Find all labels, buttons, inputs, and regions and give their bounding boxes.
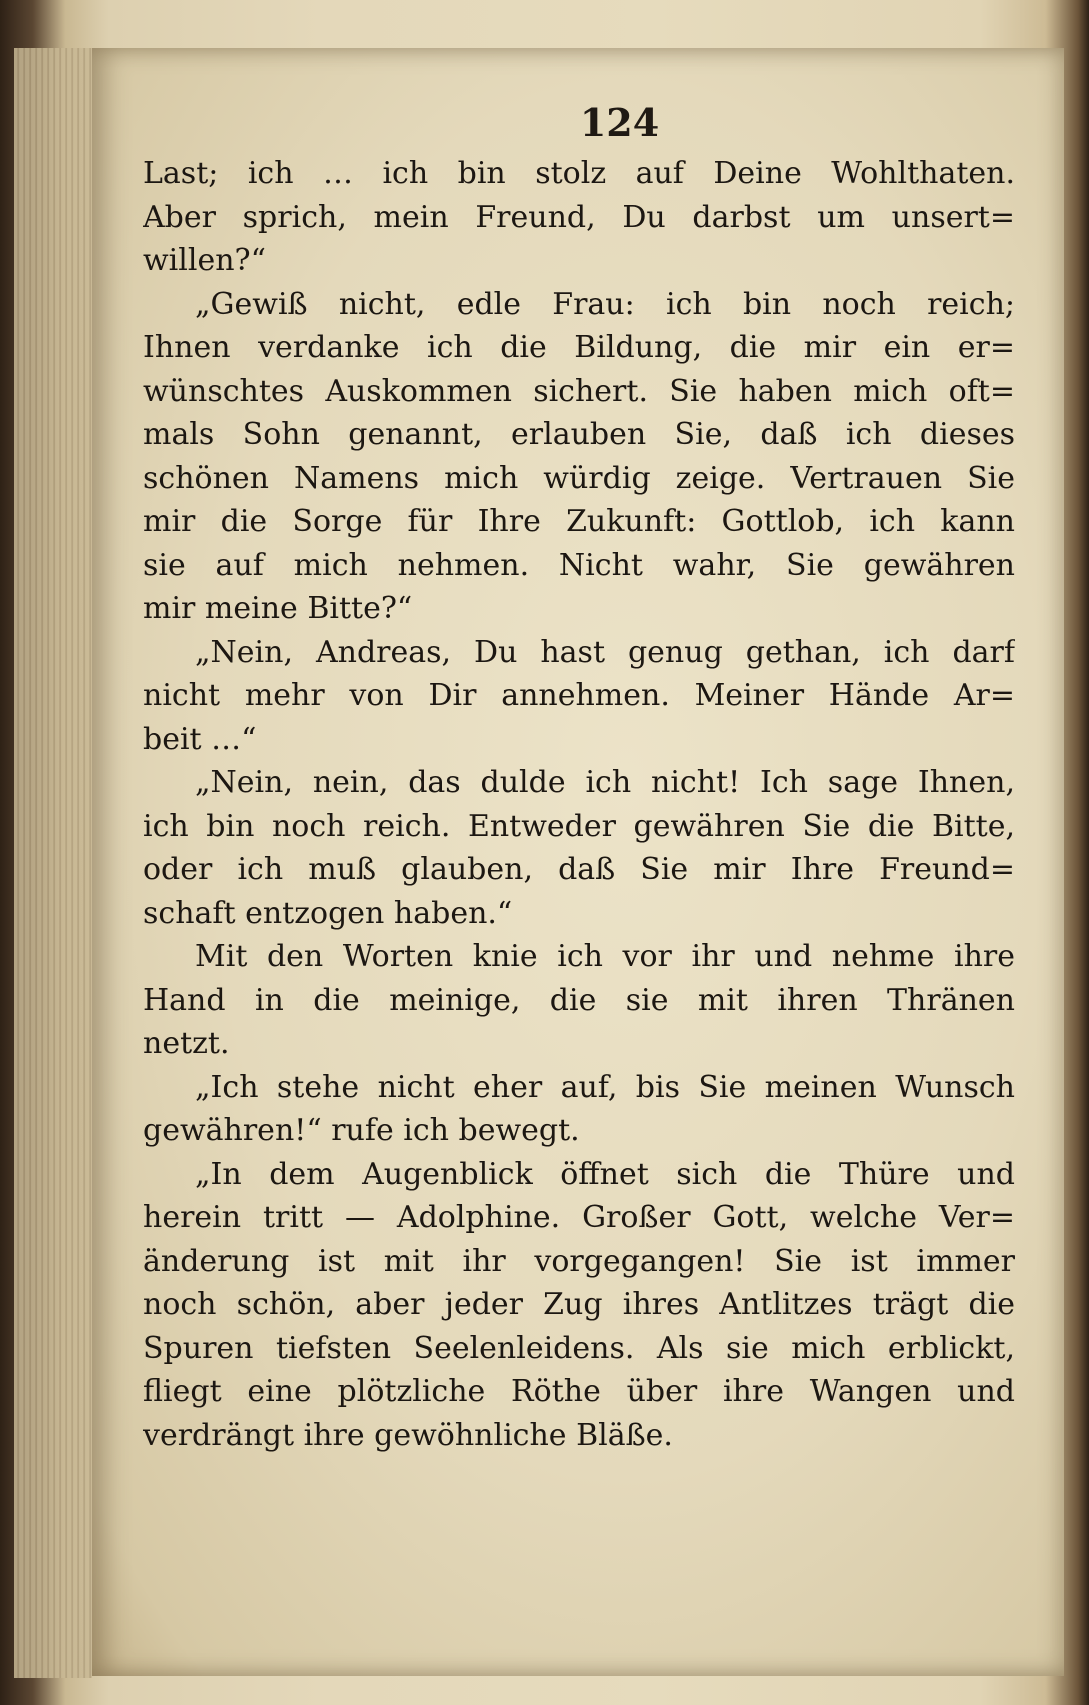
text-line: gewähren!“ rufe ich bewegt. [143,1113,580,1148]
text-line: willen?“ [143,243,266,278]
text-line: netzt. [143,1026,230,1061]
text-line: wünschtes Auskommen sichert. Sie haben mich oft= [143,373,1015,409]
text-line: schaft entzogen haben.“ [143,895,513,931]
text-line: „Nein, Andreas, Du hast genug gethan, ich darf [195,634,1015,670]
text-line: schönen Namens mich würdig zeige. Vertrauen Sie [143,460,1015,496]
text-line: mir meine Bitte?“ [143,591,413,626]
text-line: Spuren tiefsten Seelenleidens. Als sie mich erblickt, [143,1330,1015,1366]
text-line: „In dem Augenblick öffnet sich die Thüre und [195,1156,1015,1192]
text-line: fliegt eine plötzliche Röthe über ihre Wangen und [143,1374,1015,1409]
text-line: oder ich muß glauben, daß Sie mir Ihre Freund= [143,852,1015,887]
text-line: Aber sprich, mein Freund, Du darbst um unsert= [143,199,1015,235]
text-line: „Nein, nein, das dulde ich nicht! Ich sage Ihnen, [195,765,1015,800]
text-line: noch schön, aber jeder Zug ihres Antlitzes trägt die [143,1287,1015,1322]
text-line: sie auf mich nehmen. Nicht wahr, Sie gewähren [143,547,1015,583]
text-line: änderung ist mit ihr vorgegangen! Sie ist immer [143,1243,1015,1279]
text-line: beit …“ [143,721,257,757]
text-line: herein tritt — Adolphine. Großer Gott, welche Ver= [143,1200,1015,1235]
text-line: ich bin noch reich. Entweder gewähren Sie die Bitte, [143,808,1015,844]
text-line: mir die Sorge für Ihre Zukunft: Gottlob, ich kann [143,504,1015,539]
text-line: verdrängt ihre gewöhnliche Bläße. [143,1417,673,1453]
text-line: Hand in die meinige, die sie mit ihren Thränen [143,982,1015,1018]
text-line: Mit den Worten knie ich vor ihr und nehme ihre [195,939,1015,974]
body-text [143,152,1015,1457]
page-edges [14,48,92,1678]
text-line: Last; ich … ich bin stolz auf Deine Wohlthaten. [143,156,1015,191]
text-line: „Gewiß nicht, edle Frau: ich bin noch reich; [195,286,1015,322]
text-line: „Ich stehe nicht eher auf, bis Sie meinen Wunsch [195,1069,1015,1105]
text-line: Ihnen verdanke ich die Bildung, die mir ein er= [143,330,1015,365]
text-line: mals Sohn genannt, erlauben Sie, daß ich dieses [143,417,1015,452]
page-number: 124 [579,100,660,145]
text-line: nicht mehr von Dir annehmen. Meiner Hände Ar= [143,678,1015,713]
